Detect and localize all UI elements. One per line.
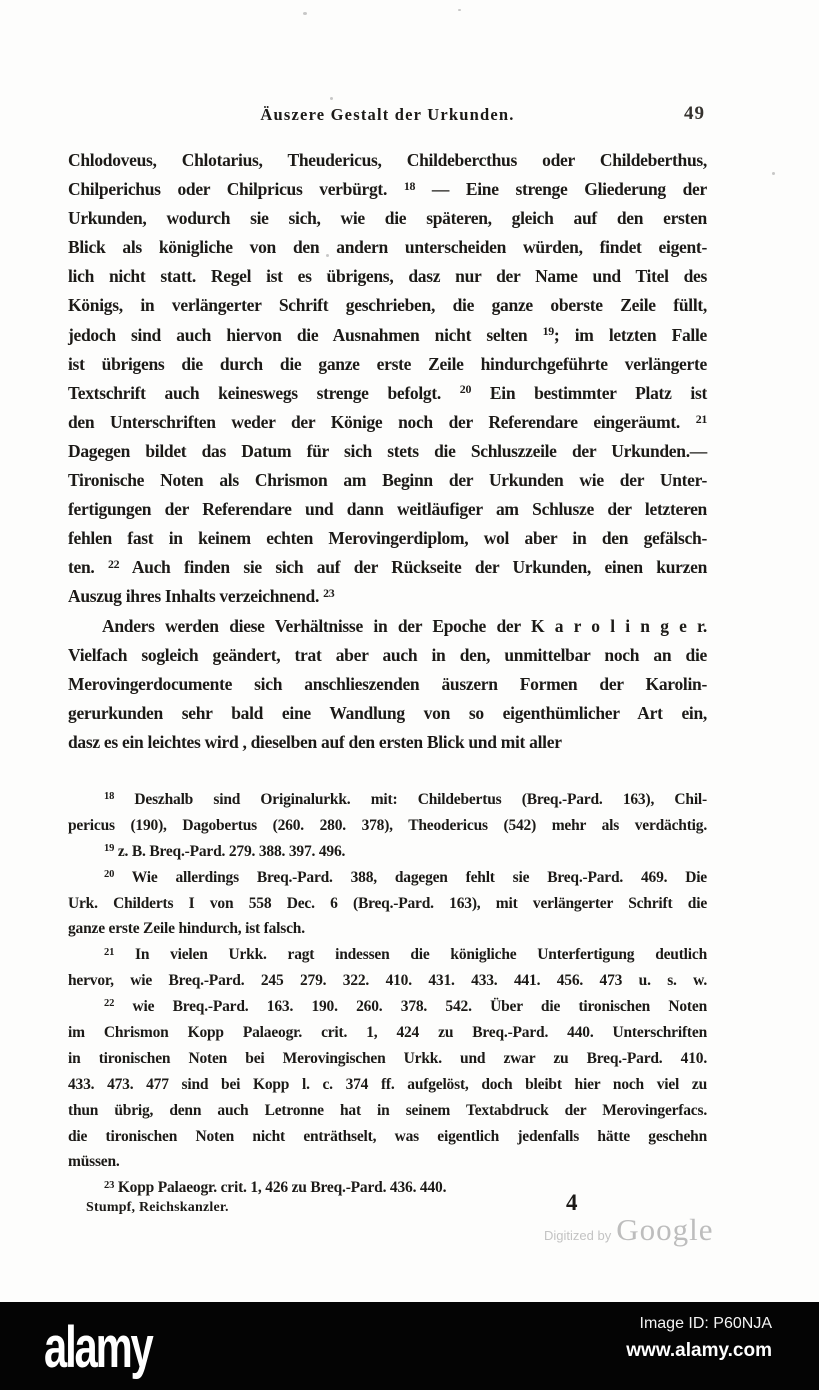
body-line: dasz es ein leichtes wird , dieselben auf den ersten Blick und mit aller	[68, 731, 562, 752]
scan-speck	[458, 9, 461, 11]
footnotes	[68, 787, 707, 1201]
scan-speck	[303, 12, 307, 15]
body-line: fehlen fast in keinem echten Merovingerdiplom, wol aber in den gefälsch-	[68, 528, 707, 549]
footnote-line: $^{19}$ z. B. Breq.-Pard. 279. 388. 397. 496.	[104, 842, 346, 860]
footnote-line: $^{21}$ In vielen Urkk. ragt indessen die königliche Unterfertigung deutlich	[104, 946, 707, 964]
page-number: 49	[684, 103, 705, 124]
google-logo: Google	[616, 1212, 714, 1247]
footnote-line: im Chrismon Kopp Palaeogr. crit. 1, 424 zu Breq.-Pard. 440. Unterschriften	[68, 1024, 707, 1042]
alamy-image-id: Image ID: P60NJA	[639, 1315, 772, 1332]
body-line: fertigungen der Referendare und dann weitläufiger am Schlusze der letzteren	[68, 499, 707, 520]
footnote-line: in tironischen Noten bei Merovingischen Urkk. und zwar zu Breq.-Pard. 410.	[68, 1049, 707, 1067]
alamy-logo: alamy	[44, 1315, 152, 1380]
body-line: Anders werden diese Verhältnisse in der Epoche der K a r o l i n g e r.	[102, 615, 707, 636]
body-line: Vielfach sogleich geändert, trat aber auch in den, unmittelbar noch an die	[68, 644, 707, 665]
running-title: Äuszere Gestalt der Urkunden.	[260, 105, 515, 124]
body-line: Chilperichus oder Chilpricus verbürgt. $^{18}$ — Eine strenge Gliederung der	[68, 178, 707, 200]
footnote-line: die tironischen Noten nicht enträthselt, was eigentlich jedenfalls hätte geschehn	[68, 1127, 707, 1145]
body-line: gerurkunden sehr bald eine Wandlung von so eigenthümlicher Art ein,	[68, 702, 707, 723]
footnote-line: pericus (190), Dagobertus (260. 280. 378), Theodericus (542) mehr als verdächtig.	[68, 816, 707, 834]
body-line: Urkunden, wodurch sie sich, wie die späteren, gleich auf den ersten	[68, 208, 707, 229]
page-header	[68, 105, 707, 127]
body-line: Textschrift auch keineswegs strenge befolgt. $^{20}$ Ein bestimmter Platz ist	[68, 382, 707, 403]
scan-speck	[330, 97, 333, 100]
footnote-line: 433. 473. 477 sind bei Kopp l. c. 374 ff. aufgelöst, doch bleibt hier noch viel zu	[68, 1075, 707, 1093]
body-line: Dagegen bildet das Datum für sich stets die Schluszzeile der Urkunden.—	[68, 440, 707, 461]
body-line: Tironische Noten als Chrismon am Beginn der Urkunden wie der Unter-	[68, 470, 707, 491]
footnote-line: $^{23}$ Kopp Palaeogr. crit. 1, 426 zu Breq.-Pard. 436. 440.	[104, 1179, 447, 1197]
footnote-line: $^{20}$ Wie allerdings Breq.-Pard. 388, dagegen fehlt sie Breq.-Pard. 469. Die	[104, 868, 707, 886]
body-line: ist übrigens die durch die ganze erste Zeile hindurchgeführte verlängerte	[68, 353, 707, 374]
footnote-line: thun übrig, denn auch Letronne hat in seinem Textabdruck der Merovingerfacs.	[68, 1101, 707, 1119]
google-watermark-prefix: Digitized by	[544, 1228, 612, 1243]
body-line: Königs, in verlängerter Schrift geschrieben, die ganze oberste Zeile füllt,	[68, 295, 707, 316]
scan-speck	[772, 172, 775, 175]
footnote-line: ganze erste Zeile hindurch, ist falsch.	[68, 920, 305, 938]
body-line: Blick als königliche von den andern unterscheiden würden, findet eigent-	[68, 237, 707, 258]
alamy-bar	[0, 1302, 819, 1390]
footnote-line: $^{22}$ wie Breq.-Pard. 163. 190. 260. 378. 542. Über die tironischen Noten	[104, 998, 707, 1016]
body-line: Auszug ihres Inhalts verzeichnend. $^{23}$	[68, 586, 335, 607]
body-line: Chlodoveus, Chlotarius, Theudericus, Childebercthus oder Childeberthus,	[68, 150, 707, 170]
book-signature: Stumpf, Reichskanzler.	[86, 1200, 229, 1215]
footnote-line: Urk. Childerts I von 558 Dec. 6 (Breq.-Pard. 163), mit verlängerter Schrift die	[68, 894, 707, 912]
body-line: lich nicht statt. Regel ist es übrigens, dasz nur der Name und Titel des	[68, 266, 707, 287]
body-line: Merovingerdocumente sich anschlieszenden äuszern Formen der Karolin-	[68, 673, 707, 694]
footnote-line: müssen.	[68, 1153, 120, 1171]
footnote-line: hervor, wie Breq.-Pard. 245 279. 322. 410. 431. 433. 441. 456. 473 u. s. w.	[68, 972, 707, 990]
google-watermark	[544, 1212, 713, 1248]
body-line: jedoch sind auch hiervon die Ausnahmen nicht selten $^{19}$; im letzten Falle	[68, 324, 707, 345]
body-line: den Unterschriften weder der Könige noch der Referendare eingeräumt. $^{21}$	[68, 411, 707, 432]
footnote-line: $^{18}$ Deszhalb sind Originalurkk. mit: Childebertus (Breq.-Pard. 163), Chil-	[104, 791, 707, 808]
alamy-bar-info	[626, 1315, 772, 1362]
body-line: ten. $^{22}$ Auch finden sie sich auf der Rückseite der Urkunden, einen kurzen	[68, 556, 707, 578]
body-text	[68, 146, 707, 757]
alamy-url: www.alamy.com	[626, 1340, 772, 1361]
sheet-number: 4	[566, 1190, 578, 1215]
